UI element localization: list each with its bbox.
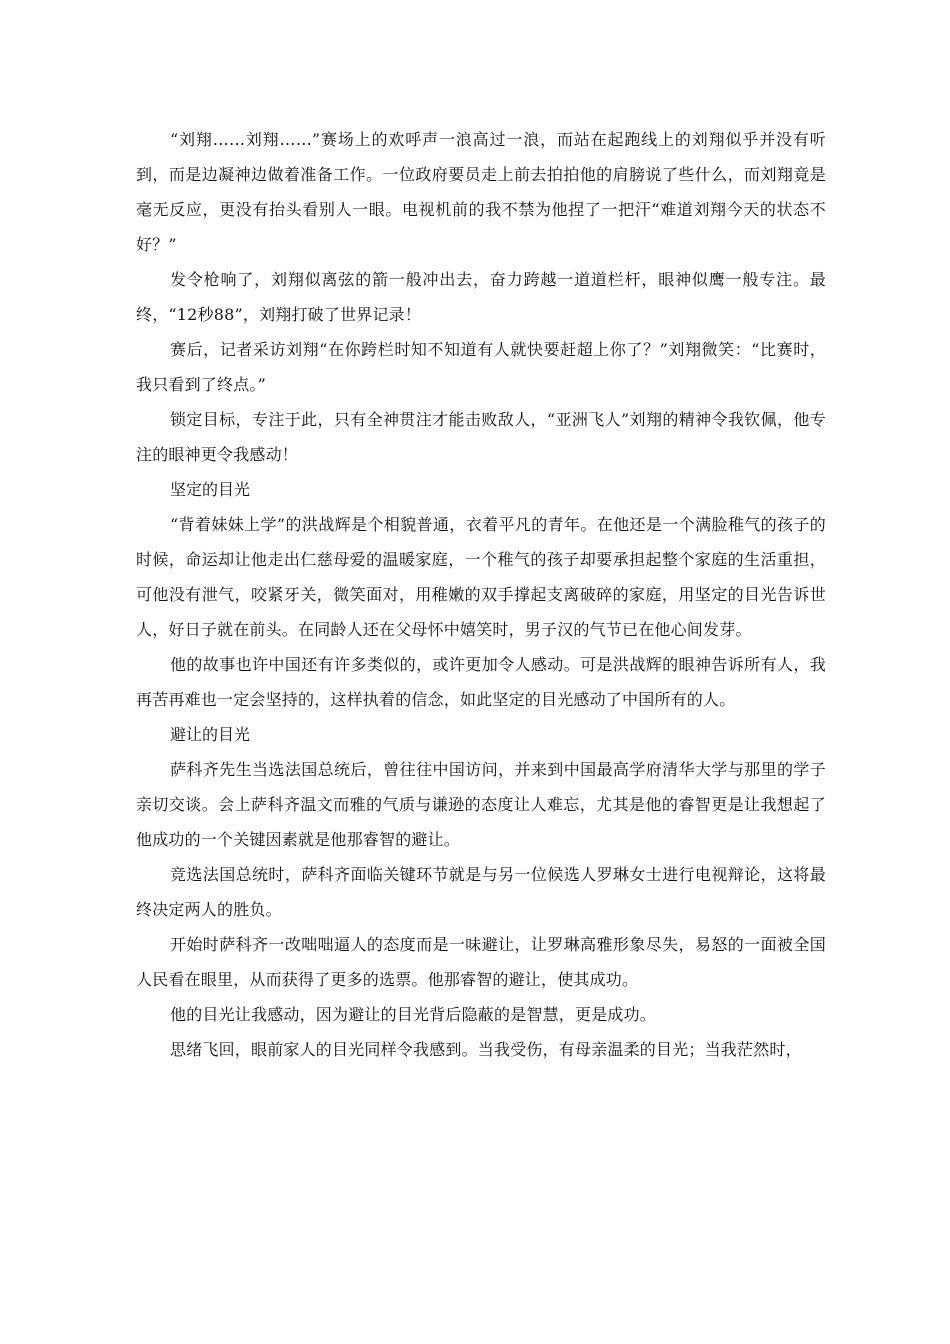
paragraph: 思绪飞回，眼前家人的目光同样令我感到。当我受伤，有母亲温柔的目光；当我茫然时， — [170, 1040, 802, 1059]
paragraph: 他的目光让我感动，因为避让的目光背后隐蔽的是智慧，更是成功。 — [170, 1005, 657, 1024]
paragraph: “背着妹妹上学”的洪战辉是个相貌普通，衣着平凡的青年。在他还是一个满脸稚气的孩子的时候，命运却让他走出仁慈母爱的温暖家庭，一个稚气的孩子却要承担起整个家庭的生活重担，可他没有泄气，咬紧牙关，微笑面对，用稚嫩的双手撑起支离破碎的家庭，用坚定的目光告诉世人，好日子就在前头。在同龄人还在父母怀中嬉笑时，男子汉的气节已在他心间发芽。 — [136, 515, 826, 639]
paragraph: 他的故事也许中国还有许多类似的，或许更加令人感动。可是洪战辉的眼神告诉所有人，我再苦再难也一定会坚持的，这样执着的信念，如此坚定的目光感动了中国所有的人。 — [136, 655, 826, 709]
paragraph: 竞选法国总统时，萨科齐面临关键环节就是与另一位候选人罗琳女士进行电视辩论，这将最终决定两人的胜负。 — [136, 865, 826, 919]
paragraph: 萨科齐先生当选法国总统后，曾往往中国访问，并来到中国最高学府清华大学与那里的学子亲切交谈。会上萨科齐温文而雅的气质与谦逊的态度让人难忘，尤其是他的睿智更是让我想起了他成功的一个关键因素就是他那睿智的避让。 — [136, 760, 826, 849]
paragraph: 赛后，记者采访刘翔“在你跨栏时知不知道有人就快要赶超上你了？”刘翔微笑：“比赛时，我只看到了终点。” — [136, 340, 826, 394]
section-heading: 坚定的目光 — [170, 480, 251, 499]
section-heading: 避让的目光 — [170, 725, 251, 744]
paragraph: 锁定目标，专注于此，只有全神贯注才能击败敌人，“亚洲飞人”刘翔的精神令我钦佩，他专注的眼神更令我感动！ — [136, 410, 826, 464]
paragraph: 开始时萨科齐一改咄咄逼人的态度而是一味避让，让罗琳高雅形象尽失，易怒的一面被全国人民看在眼里，从而获得了更多的选票。他那睿智的避让，使其成功。 — [136, 935, 826, 989]
paragraph: “刘翔……刘翔……”赛场上的欢呼声一浪高过一浪，而站在起跑线上的刘翔似乎并没有听到，而是边凝神边做着准备工作。一位政府要员走上前去拍拍他的肩膀说了些什么，而刘翔竟是毫无反应，更没有抬头看别人一眼。电视机前的我不禁为他捏了一把汗“难道刘翔今天的状态不好？” — [136, 130, 826, 254]
document-body — [136, 122, 826, 1067]
paragraph: 发令枪响了，刘翔似离弦的箭一般冲出去，奋力跨越一道道栏杆，眼神似鹰一般专注。最终，“12秒88”，刘翔打破了世界记录！ — [136, 270, 826, 324]
